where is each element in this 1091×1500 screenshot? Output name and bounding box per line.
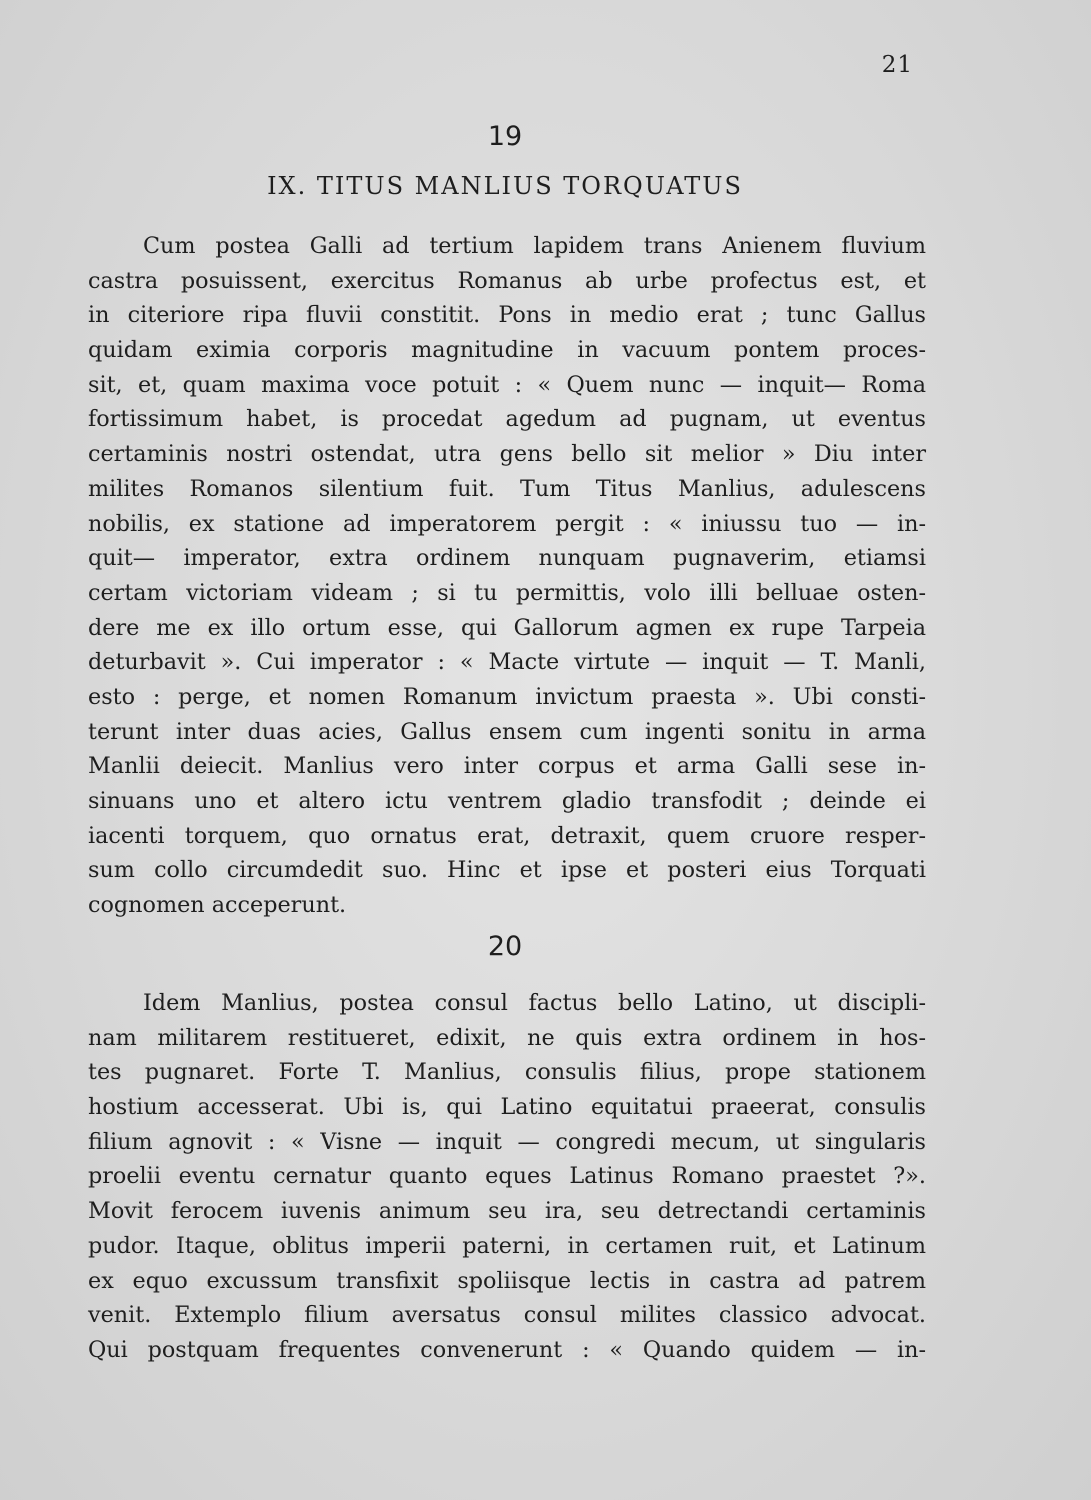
text-line: Manlii deiecit. Manlius vero inter corpus et arma Galli sese in- xyxy=(88,753,926,780)
text-line: deturbavit ». Cui imperator : « Macte virtute — inquit — T. Manli, xyxy=(88,649,926,676)
text-line: quidam eximia corporis magnitudine in vacuum pontem proces- xyxy=(88,337,926,364)
text-line: pudor. Itaque, oblitus imperii paterni, in certamen ruit, et Latinum xyxy=(88,1232,926,1259)
text-line: Qui postquam frequentes convenerunt : « Quando quidem — in- xyxy=(88,1336,926,1363)
text-line: quit— imperator, extra ordinem nunquam pugnaverim, etiamsi xyxy=(88,545,926,572)
text-line: sinuans uno et altero ictu ventrem gladio transfodit ; deinde ei xyxy=(88,788,926,814)
text-line: certam victoriam videam ; si tu permittis, volo illi belluae osten- xyxy=(88,579,926,606)
section-20-text xyxy=(88,986,926,1368)
text-line: esto : perge, et nomen Romanum invictum praesta ». Ubi consti- xyxy=(88,683,926,710)
text-line: venit. Extemplo filium aversatus consul milites classico advocat. xyxy=(88,1302,926,1329)
text-line: iacenti torquem, quo ornatus erat, detraxit, quem cruore resper- xyxy=(88,822,926,849)
text-line: dere me ex illo ortum esse, qui Gallorum agmen ex rupe Tarpeia xyxy=(88,614,926,641)
section-number-20: 20 xyxy=(487,931,523,962)
text-line: castra posuissent, exercitus Romanus ab urbe profectus est, et xyxy=(88,267,926,294)
text-line: nam militarem restitueret, edixit, ne quis extra ordinem in hos- xyxy=(88,1024,926,1051)
text-line: Movit ferocem iuvenis animum seu ira, seu detrectandi certaminis xyxy=(88,1198,926,1225)
chapter-title: IX. TITUS MANLIUS TORQUATUS xyxy=(267,172,743,200)
section-number-19: 19 xyxy=(487,121,523,152)
text-line: proelii eventu cernatur quanto eques Latinus Romano praestet ?». xyxy=(88,1163,926,1190)
text-line: ex equo excussum transfixit spoliisque lectis in castra ad patrem xyxy=(88,1267,926,1294)
text-line: Idem Manlius, postea consul factus bello Latino, ut discipli- xyxy=(143,990,926,1016)
text-line: tes pugnaret. Forte T. Manlius, consulis filius, prope stationem xyxy=(88,1059,926,1086)
text-line: filium agnovit : « Visne — inquit — congredi mecum, ut singularis xyxy=(88,1128,926,1155)
text-line: fortissimum habet, is procedat agedum ad pugnam, ut eventus xyxy=(88,406,926,433)
text-line: nobilis, ex statione ad imperatorem pergit : « iniussu tuo — in- xyxy=(88,510,926,537)
text-line: hostium accesserat. Ubi is, qui Latino equitatui praeerat, consulis xyxy=(88,1094,926,1121)
section-19-text xyxy=(88,229,926,923)
text-line: sit, et, quam maxima voce potuit : « Quem nunc — inquit— Roma xyxy=(88,371,926,398)
page-number: 21 xyxy=(881,52,913,78)
text-line: cognomen acceperunt. xyxy=(88,892,347,919)
text-line: in citeriore ripa fluvii constitit. Pons in medio erat ; tunc Gallus xyxy=(88,302,926,329)
text-line: certaminis nostri ostendat, utra gens bello sit melior » Diu inter xyxy=(88,441,926,468)
text-line: milites Romanos silentium fuit. Tum Titus Manlius, adulescens xyxy=(88,475,926,502)
text-line: terunt inter duas acies, Gallus ensem cum ingenti sonitu in arma xyxy=(88,718,926,745)
text-line: Cum postea Galli ad tertium lapidem trans Anienem fluvium xyxy=(143,233,926,259)
text-line: sum collo circumdedit suo. Hinc et ipse et posteri eius Torquati xyxy=(88,857,926,884)
